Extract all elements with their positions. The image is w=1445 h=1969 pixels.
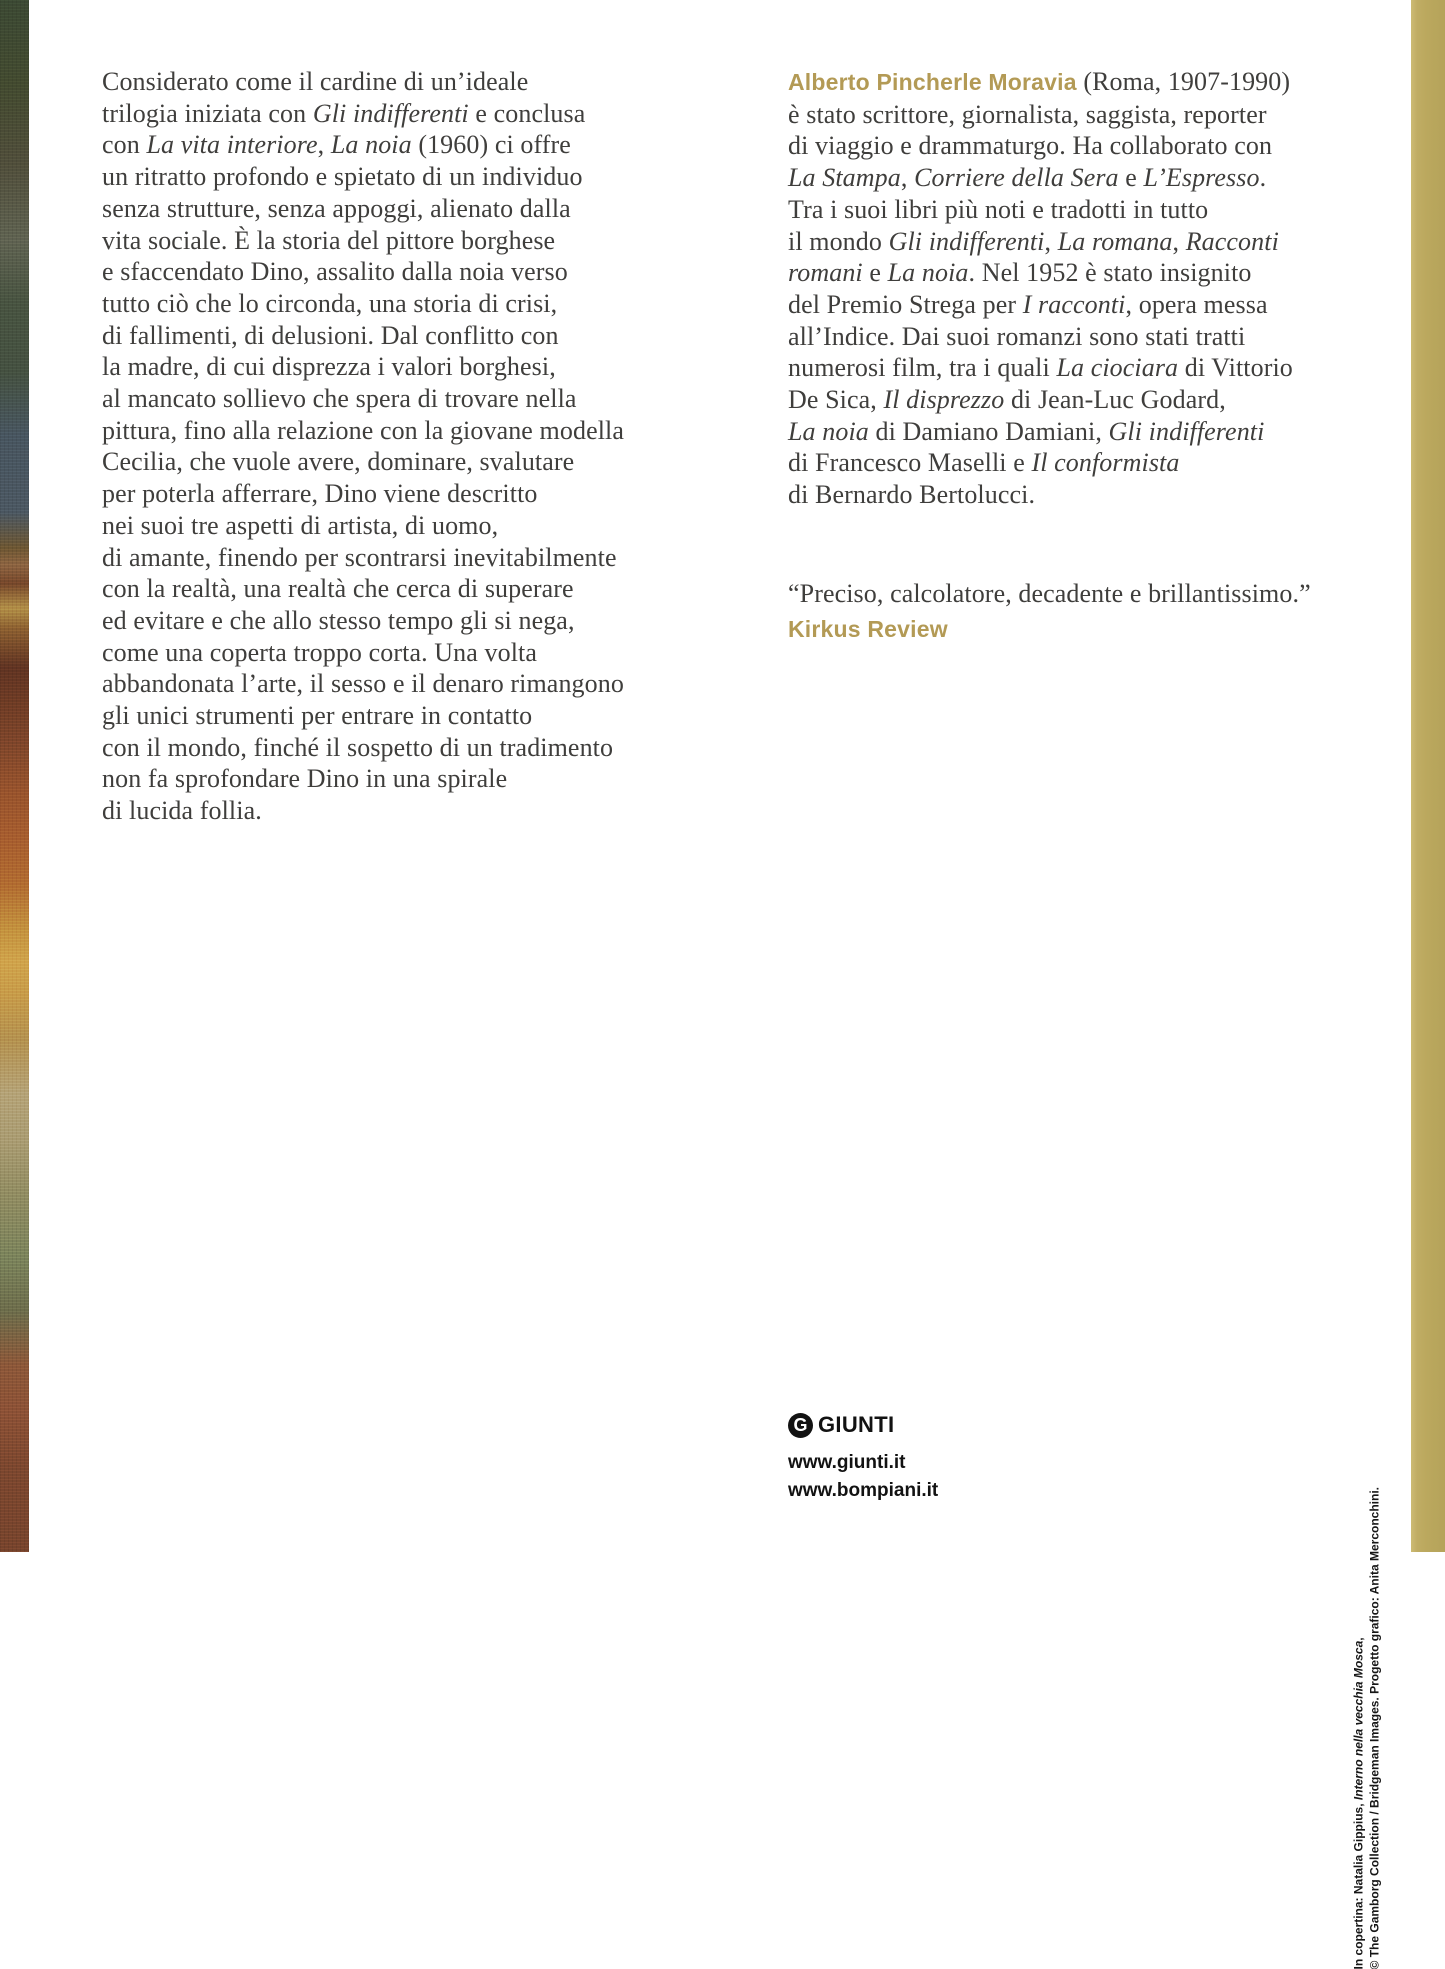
- giunti-url: www.giunti.it: [788, 1452, 906, 1473]
- publisher-websites: [788, 1449, 938, 1505]
- photo-credits: In copertina: Natalia Gippius, Interno nella vecchia Mosca, © The Gamborg Collection / Bridgeman Images. Progetto grafico: Anita Merconchini.: [1351, 1487, 1381, 1969]
- gold-edge-strip: [1411, 0, 1445, 1552]
- author-bio-text: Alberto Pincherle Moravia (Roma, 1907-1990) è stato scrittore, giornalista, saggista, reporter di viaggio e drammaturgo. Ha collaborato con La Stampa, Corriere della Sera e L’Espresso. Tra i suoi libri più noti e tradotti in tutto il mondo Gli indifferenti, La romana, Racconti romani e La noia. Nel 1952 è stato insignito del Premio Strega per I racconti, opera messa all’Indice. Dai suoi romanzi sono stati tratti numerosi film, tra i quali La ciociara di Vittorio De Sica, Il disprezzo di Jean-Luc Godard, La noia di Damiano Damiani, Gli indifferenti di Francesco Maselli e Il conformista di Bernardo Bertolucci.: [788, 67, 1293, 510]
- giunti-logo-text: GIUNTI: [818, 1412, 895, 1437]
- bompiani-url: www.bompiani.it: [788, 1480, 939, 1501]
- publisher-footer: [788, 1412, 938, 1505]
- review-source: Kirkus Review: [788, 616, 948, 642]
- cover-art-strip: [0, 0, 29, 1552]
- synopsis-text: Considerato come il cardine di un’ideale trilogia iniziata con Gli indifferenti e conclusa con La vita interiore, La noia (1960) ci offre un ritratto profondo e spietato di un individuo senza strutture, senza appoggi, alienato dalla vita sociale. È la storia del pittore borghese e sfaccendato Dino, assalito dalla noia verso tutto ciò che lo circonda, una storia di crisi, di fallimenti, di delusioni. Dal conflitto con la madre, di cui disprezza i valori borghesi, al mancato sollievo che spera di trovare nella pittura, fino alla relazione con la giovane modella Cecilia, che vuole avere, dominare, svalutare per poterla afferrare, Dino viene descritto nei suoi tre aspetti di artista, di uomo, di amante, finendo per scontrarsi inevitabilmente con la realtà, una realtà che cerca di superare ed evitare e che allo stesso tempo gli si nega, come una coperta troppo corta. Una volta abbandonata l’arte, il sesso e il denaro rimangono gli unici strumenti per entrare in contatto con il mondo, finché il sospetto di un tradimento non fa sprofondare Dino in una spirale di lucida follia.: [102, 67, 625, 826]
- review-quote-block: [788, 578, 1428, 644]
- giunti-logo-icon: G: [788, 1413, 813, 1438]
- giunti-logo: [788, 1412, 938, 1438]
- review-quote: “Preciso, calcolatore, decadente e brillantissimo.”: [788, 579, 1311, 608]
